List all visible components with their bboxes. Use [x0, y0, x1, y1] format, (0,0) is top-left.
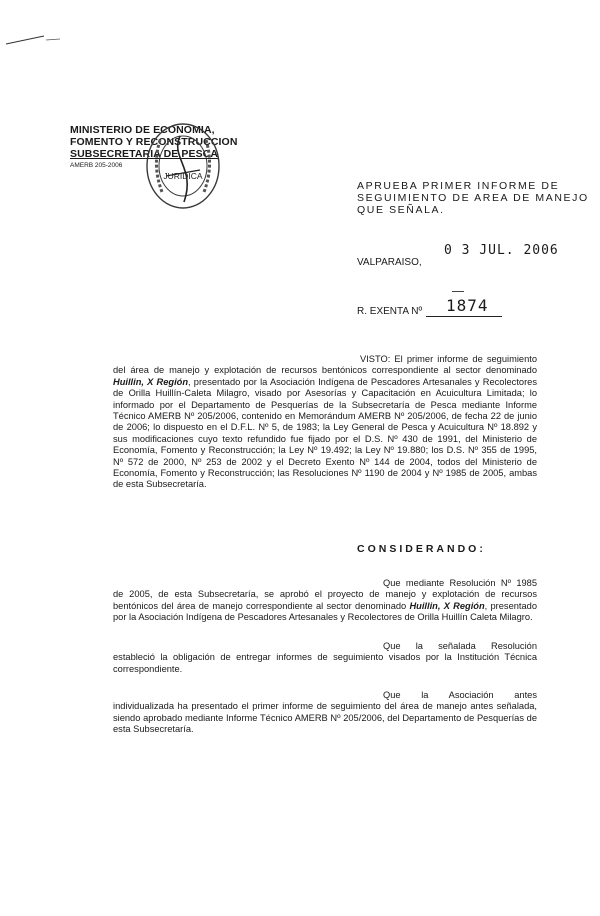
pen-mark — [0, 14, 70, 54]
exenta-label: R. EXENTA Nº — [357, 306, 423, 317]
subject-line-1: APRUEBA PRIMER INFORME DE — [357, 180, 560, 192]
stamp-tick — [452, 291, 464, 292]
place-label: VALPARAISO, — [357, 257, 422, 268]
subject-line-3: QUE SEÑALA. — [357, 204, 445, 216]
considerando-heading: CONSIDERANDO: — [357, 543, 486, 555]
subject-line-2: SEGUIMIENTO DE AREA DE MANEJO — [357, 192, 589, 204]
considerando-p1-b: , presentado por la Asociación Indígena de Pescadores Artesanales y Recolectores de Orilla Huillín Caleta Milagro. — [113, 600, 538, 623]
official-seal — [140, 118, 226, 214]
considerando-paragraph-2: Que la señalada Resolución estableció la obligación de entregar informes de seguimiento visados por la Institución Técnica correspondiente. — [113, 641, 537, 674]
visto-sector: Huillin, X Región — [113, 376, 189, 387]
considerando-p1-a: Que mediante Resolución Nº 1985 de 2005, de esta Subsecretaría, se aprobó el proyecto de manejo y explotación de recursos bentónicos del área de manejo correspondiente al sector denominado — [113, 578, 537, 611]
ministry-line-2: FOMENTO Y RECONSTRUCCION — [70, 136, 238, 148]
considerando-p1-sector: Huillin, X Región — [409, 600, 485, 611]
exenta-number: 1874 — [446, 296, 489, 315]
exenta-underline — [426, 316, 502, 317]
seal-text: JURIDICA — [163, 171, 203, 181]
ministry-line-3: SUBSECRETARIA DE PESCA — [70, 148, 219, 160]
visto-lead: VISTO: — [360, 354, 391, 364]
ministry-line-1: MINISTERIO DE ECONOMIA, — [70, 124, 215, 136]
considerando-paragraph-3: Que la Asociación antes individualizada ha presentado el primer informe de seguimiento del área de manejo antes señalada, siendo aprobado mediante Informe Técnico AMERB Nº 205/2006, del Departamento de Pesquerías de esta Subsecretaría. — [113, 690, 537, 735]
visto-text-1: El primer informe de seguimiento del área de manejo y explotación de recursos bentónicos correspondiente al sector denominado — [113, 354, 537, 376]
considerando-paragraph-1 — [113, 578, 537, 624]
visto-text-2: , presentado por la Asociación Indígena de Pescadores Artesanales y Recolectores de Orilla Huillín-Caleta Milagro, visado por Asesorías y Capacitación en Acuicultura Limitada; lo informado por el Departamento de Pesquerías de la Subsecretaría de Pesca mediante Informe Técnico AMERB Nº 205/2006, contenido en Memorándum AMERB Nº 205/2006, de fecha 22 de junio de 2006; lo dispuesto en el D.F.L. Nº 5, de 1983; la Ley General de Pesca y Acuicultura Nº 18.892 y sus modificaciones cuyo texto refundido fue fijado por el D.S. Nº 430 de 1991, del Ministerio de Economía, Fomento y Reconstrucción; la Ley Nº 19.492; la Ley Nº 19.880; los D.S. Nº 355 de 1995, Nº 572 de 2000, Nº 253 de 2002 y el Decreto Exento Nº 144 de 2004, todos del Ministerio de Economía, Fomento y Reconstrucción; las Resoluciones Nº 1190 de 2004 y Nº 1985 de 2005, ambas de esta Subsecretaría. — [113, 376, 538, 490]
date-stamp: 0 3 JUL. 2006 — [444, 243, 559, 258]
subject-block — [357, 180, 589, 216]
visto-paragraph — [113, 354, 537, 491]
ministry-code: AMERB 205-2006 — [70, 162, 123, 169]
